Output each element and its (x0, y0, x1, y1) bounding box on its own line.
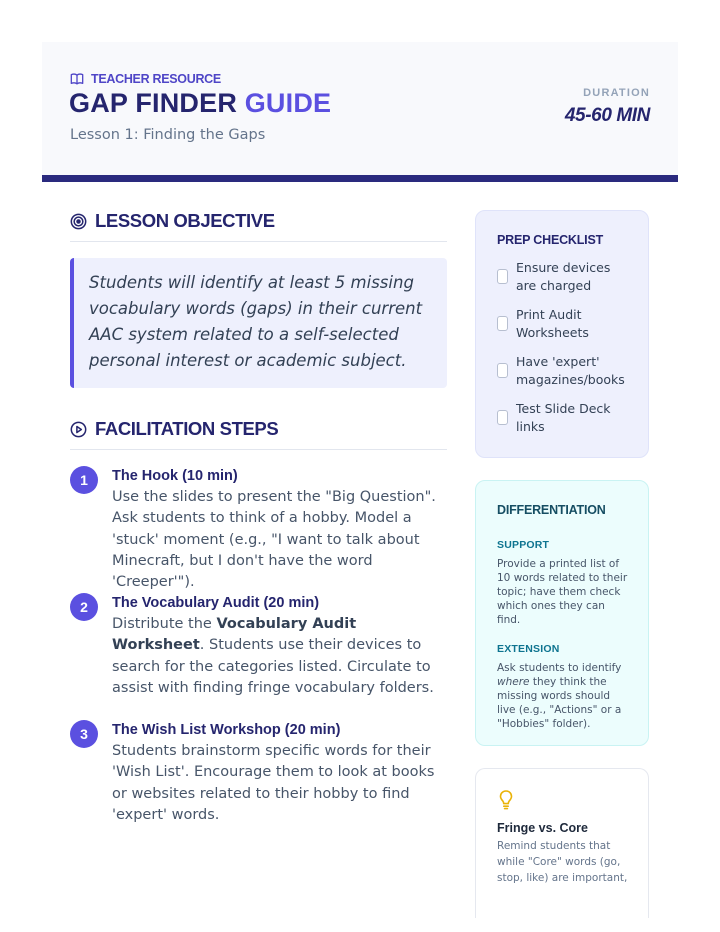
step-title: The Vocabulary Audit (20 min) (112, 595, 320, 611)
checklist-label: Ensure devices are charged (516, 260, 611, 293)
step-text-rest: . Students use their devices to search for the categories listed. Circulate to assist with finding fringe vocabulary folders. (112, 637, 434, 696)
tip-card (475, 768, 649, 918)
prep-checklist-card (475, 210, 649, 458)
lesson-page (42, 42, 678, 932)
eyebrow-label: TEACHER RESOURCE (91, 72, 221, 86)
facilitation-section-header (70, 418, 447, 450)
checklist-item[interactable] (497, 306, 630, 341)
page-header (42, 42, 678, 175)
extension-text (497, 661, 630, 731)
checkbox[interactable] (497, 316, 508, 331)
checklist-label: Have 'expert' magazines/books (516, 354, 625, 387)
checkbox[interactable] (497, 363, 508, 378)
differentiation-card (475, 480, 649, 746)
target-icon (70, 213, 87, 230)
tip-title: Fringe vs. Core (497, 821, 588, 835)
extension-rest: they think the missing words should live (e.g., "Actions" or a "Hobbies" folder). (497, 676, 622, 730)
worksheet-name: Vocabulary Audit Worksheet (112, 616, 357, 654)
step-number: 3 (70, 720, 98, 748)
objective-callout (70, 258, 447, 388)
checklist-label: Test Slide Deck links (516, 401, 611, 434)
differentiation-title: DIFFERENTIATION (497, 503, 606, 517)
step-title: The Hook (10 min) (112, 468, 238, 484)
checklist-item[interactable] (497, 400, 630, 435)
objective-text: Students will identify at least 5 missing vocabulary words (gaps) in their current AAC system related to a self-selected personal interest or academic subject. (89, 273, 423, 370)
step-text (112, 614, 450, 699)
checklist-item[interactable] (497, 353, 630, 388)
objective-section-header (70, 210, 447, 242)
prep-checklist-title: PREP CHECKLIST (497, 233, 604, 247)
checkbox[interactable] (497, 410, 508, 425)
step-text: Use the slides to present the "Big Question". Ask students to think of a hobby. Model a 'stuck' moment (e.g., "I want to talk about Minecraft, but I don't have the word 'Creeper'"). (112, 489, 436, 591)
extension-lead: Ask students to identify (497, 662, 622, 674)
step-title: The Wish List Workshop (20 min) (112, 722, 341, 738)
page-title (69, 88, 331, 119)
step-number: 2 (70, 593, 98, 621)
step-body (112, 466, 450, 593)
page-subtitle: Lesson 1: Finding the Gaps (70, 127, 266, 143)
duration-value: 45-60 MIN (564, 105, 650, 126)
checklist-item[interactable] (497, 259, 630, 294)
title-part-2: GUIDE (244, 88, 332, 118)
checkbox[interactable] (497, 269, 508, 284)
checklist-label: Print Audit Worksheets (516, 307, 589, 340)
title-part-1: GAP FINDER (69, 88, 238, 118)
step-body (112, 593, 450, 699)
eyebrow (70, 72, 221, 86)
duration-label: DURATION (583, 87, 650, 99)
step-number: 1 (70, 466, 98, 494)
lightbulb-icon (497, 789, 515, 811)
facilitation-heading: FACILITATION STEPS (95, 418, 279, 439)
book-icon (70, 72, 84, 86)
support-label: SUPPORT (497, 539, 550, 551)
support-text: Provide a printed list of 10 words related to their topic; have them check which ones they can find. (497, 558, 628, 626)
play-circle-icon (70, 421, 87, 438)
objective-heading: LESSON OBJECTIVE (95, 210, 275, 231)
extension-emphasis: where (497, 676, 530, 688)
extension-label: EXTENSION (497, 643, 560, 655)
step-text-lead: Distribute the (112, 616, 217, 632)
step-body (112, 720, 450, 826)
header-divider-bar (42, 175, 678, 182)
step-text: Students brainstorm specific words for their 'Wish List'. Encourage them to look at books or websites related to their hobby to find 'expert' words. (112, 743, 435, 823)
tip-text: Remind students that while "Core" words (go, stop, like) are important, (497, 840, 628, 884)
